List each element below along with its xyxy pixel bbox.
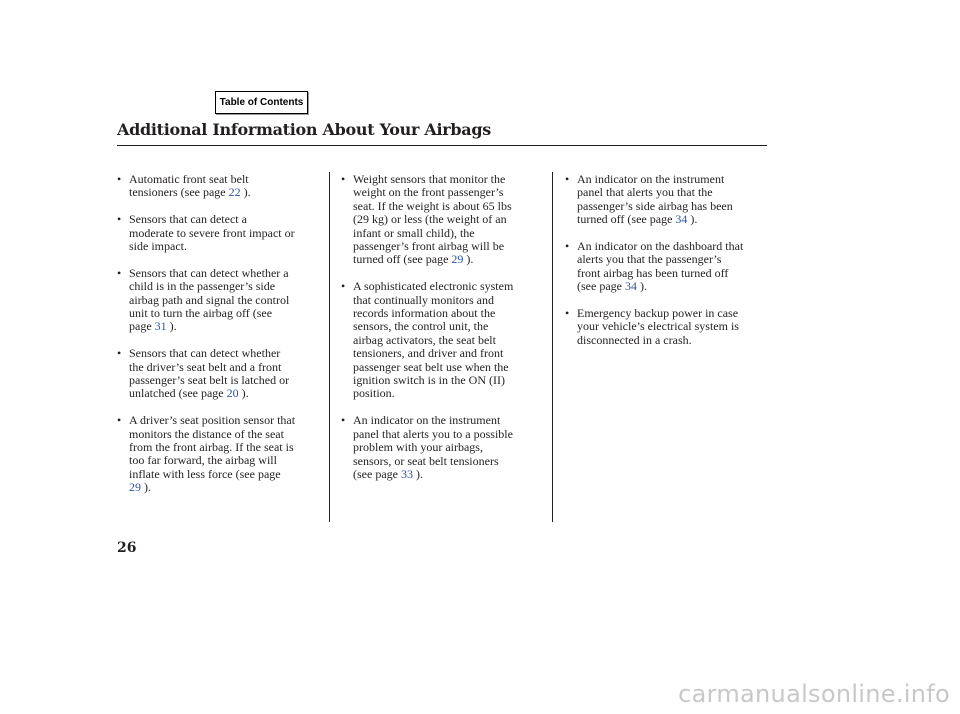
bullet-icon: • — [117, 172, 122, 186]
list-item — [341, 414, 556, 481]
item-text-line: ignition switch is in the ON (II) — [353, 373, 505, 388]
item-text-line: passenger’s front airbag will be — [353, 239, 505, 254]
item-text-line: position. — [353, 386, 395, 401]
item-text-line: (see page — [353, 466, 401, 481]
item-text-tail: ). — [463, 252, 474, 267]
bullet-icon: • — [565, 239, 570, 254]
table-of-contents-button[interactable]: Table of Contents — [215, 91, 308, 114]
list-item — [565, 307, 780, 347]
item-text-line: Emergency backup power in case — [577, 306, 739, 321]
item-text-line: inflate with less force (see page — [129, 466, 281, 481]
item-text-line: sensors, or seat belt tensioners — [353, 453, 499, 468]
item-text-line: sensors, the control unit, the — [353, 319, 489, 334]
page-reference-link[interactable]: 34 — [675, 212, 688, 227]
item-text-tail: ). — [412, 466, 423, 481]
item-text-line: alerts you that the passenger’s — [577, 252, 722, 267]
item-text-line: infant or small child), the — [353, 225, 475, 240]
item-text-line: unit to turn the airbag off (see — [129, 306, 273, 321]
list-item — [341, 280, 556, 401]
bullet-icon: • — [117, 265, 122, 280]
item-text-line: records information about the — [353, 306, 496, 321]
item-text-line: Automatic front seat belt — [129, 172, 249, 186]
page-reference-link[interactable]: 34 — [624, 279, 637, 294]
item-text-line: too far forward, the airbag will — [129, 453, 277, 468]
list-item — [117, 267, 332, 334]
item-text-line: Sensors that can detect a — [129, 212, 247, 227]
item-text-line: Sensors that can detect whether — [129, 346, 281, 361]
item-text-line: turned off (see page — [577, 212, 676, 227]
item-text-line: tensioners, and driver and front — [353, 346, 504, 361]
item-text-line: monitors the distance of the seat — [129, 426, 284, 441]
item-text-line: front airbag has been turned off — [577, 265, 729, 280]
page-reference-link[interactable]: 22 — [228, 185, 241, 200]
item-text-tail: ). — [240, 185, 251, 200]
item-text-line: Weight sensors that monitor the — [353, 172, 506, 186]
item-text-line: problem with your airbags, — [353, 440, 483, 455]
item-text-line: your vehicle’s electrical system is — [577, 319, 739, 334]
bullet-icon: • — [565, 306, 570, 321]
list-item — [117, 213, 332, 253]
title-rule — [117, 145, 767, 146]
list-item — [565, 240, 780, 294]
item-text-tail: ). — [238, 386, 249, 401]
item-text-line: moderate to severe front impact or — [129, 225, 295, 240]
bullet-icon: • — [341, 279, 346, 294]
item-text-line: airbag activators, the seat belt — [353, 332, 496, 347]
item-text-line: airbag path and signal the control — [129, 292, 290, 307]
page-reference-link[interactable]: 29 — [129, 480, 141, 495]
item-text-line: Sensors that can detect whether a — [129, 265, 289, 280]
column-3 — [565, 173, 780, 361]
column-2 — [341, 173, 556, 495]
item-text-tail: ). — [166, 319, 177, 334]
bullet-icon: • — [117, 212, 122, 227]
item-text-line: unlatched (see page — [129, 386, 227, 401]
item-text-line: passenger’s side airbag has been — [577, 198, 733, 213]
item-text-line: panel that alerts you to a possible — [353, 426, 513, 441]
item-text-line: (see page — [577, 279, 625, 294]
item-text-tail: ). — [141, 480, 151, 495]
list-item — [341, 173, 556, 267]
item-text-line: A driver’s seat position sensor that — [129, 413, 296, 428]
list-item — [117, 414, 332, 494]
item-text-line: A sophisticated electronic system — [353, 279, 514, 294]
page-reference-link[interactable]: 20 — [226, 386, 239, 401]
item-text-line: disconnected in a crash. — [577, 332, 692, 347]
item-text-line: panel that alerts you that the — [577, 185, 713, 200]
list-item — [565, 173, 780, 227]
item-text-line: An indicator on the instrument — [353, 413, 501, 428]
item-text-line: page — [129, 319, 155, 334]
item-text-tail: ). — [636, 279, 647, 294]
item-text-line: tensioners (see page — [129, 185, 229, 200]
page-title: Additional Information About Your Airbags — [117, 120, 491, 139]
page-number: 26 — [117, 540, 137, 556]
list-item — [117, 347, 332, 401]
item-text-line: seat. If the weight is about 65 lbs — [353, 198, 512, 213]
bullet-icon: • — [341, 172, 346, 186]
item-text-line: turned off (see page — [353, 252, 452, 267]
item-text-line: child is in the passenger’s side — [129, 279, 276, 294]
item-text-line: that continually monitors and — [353, 292, 494, 307]
item-text-tail: ). — [687, 212, 698, 227]
column-divider — [552, 172, 553, 522]
item-text-line: weight on the front passenger’s — [353, 185, 504, 200]
watermark: carmanualsonline.info — [678, 680, 950, 708]
item-text-line: the driver’s seat belt and a front — [129, 359, 282, 374]
item-text-line: passenger’s seat belt is latched or — [129, 373, 290, 388]
item-text-line: (29 kg) or less (the weight of an — [353, 212, 507, 227]
column-divider — [329, 172, 330, 522]
bullet-icon: • — [117, 413, 122, 428]
item-text-line: An indicator on the dashboard that — [577, 239, 744, 254]
item-text-line: passenger seat belt use when the — [353, 359, 509, 374]
page-reference-link[interactable]: 33 — [400, 466, 413, 481]
bullet-icon: • — [341, 413, 346, 428]
list-item — [117, 173, 332, 200]
bullet-icon: • — [565, 172, 570, 186]
page-reference-link[interactable]: 29 — [451, 252, 464, 267]
page-reference-link[interactable]: 31 — [154, 319, 167, 334]
bullet-icon: • — [117, 346, 122, 361]
item-text-line: side impact. — [129, 239, 187, 254]
item-text-line: An indicator on the instrument — [577, 172, 725, 186]
item-text-line: from the front airbag. If the seat is — [129, 440, 294, 455]
column-1 — [117, 173, 332, 508]
